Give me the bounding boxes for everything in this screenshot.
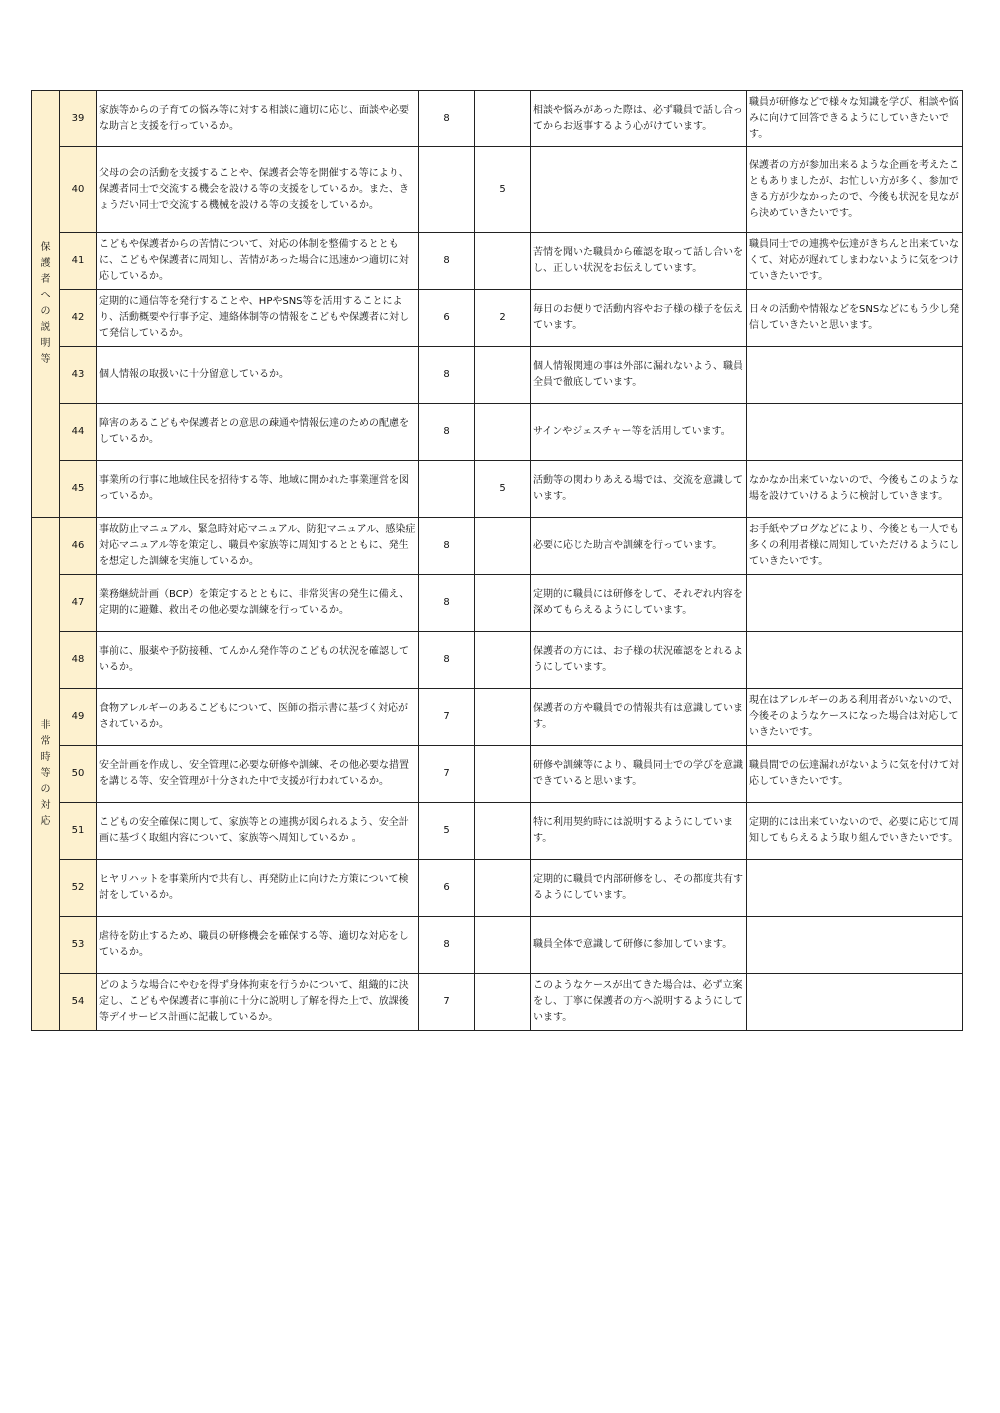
category-cell-explanation: 保 護 者 へ の 説 明 等 xyxy=(32,91,60,518)
item-number: 47 xyxy=(60,575,97,632)
no-count xyxy=(475,575,531,632)
improvement-comment: 職員間での伝達漏れがないように気を付けて対応していきたいです。 xyxy=(747,746,963,803)
table-row xyxy=(32,860,963,917)
question-text: 事業所の行事に地域住民を招待する等、地域に開かれた事業運営を図っているか。 xyxy=(97,461,419,518)
question-text: 事故防止マニュアル、緊急時対応マニュアル、防犯マニュアル、感染症対応マニュアル等を策定し、職員や家族等に周知するとともに、発生を想定した訓練を実施しているか。 xyxy=(97,518,419,575)
strength-comment xyxy=(531,147,747,233)
category-cell-emergency: 非 常 時 等 の 対 応 xyxy=(32,518,60,1031)
strength-comment: 研修や訓練等により、職員同士での学びを意識できていると思います。 xyxy=(531,746,747,803)
item-number: 48 xyxy=(60,632,97,689)
no-count xyxy=(475,91,531,147)
question-text: 父母の会の活動を支援することや、保護者会等を開催する等により、保護者同士で交流する機会を設ける等の支援をしているか。また、きょうだい同士で交流する機械を設ける等の支援をしているか。 xyxy=(97,147,419,233)
improvement-comment: 保護者の方が参加出来るような企画を考えたこともありましたが、お忙しい方が多く、参加できる方が少なかったので、今後も状況を見ながら決めていきたいです。 xyxy=(747,147,963,233)
strength-comment: 個人情報関連の事は外部に漏れないよう、職員全員で徹底しています。 xyxy=(531,347,747,404)
table-row xyxy=(32,233,963,290)
strength-comment: このようなケースが出てきた場合は、必ず立案をし、丁寧に保護者の方へ説明するようにしています。 xyxy=(531,974,747,1031)
yes-count: 7 xyxy=(419,746,475,803)
item-number: 45 xyxy=(60,461,97,518)
question-text: 事前に、服薬や予防接種、てんかん発作等のこどもの状況を確認しているか。 xyxy=(97,632,419,689)
table-row xyxy=(32,290,963,347)
improvement-comment: お手紙やブログなどにより、今後とも一人でも多くの利用者様に周知していただけるようにしていきたいです。 xyxy=(747,518,963,575)
item-number: 52 xyxy=(60,860,97,917)
no-count xyxy=(475,689,531,746)
question-text: 障害のあるこどもや保護者との意思の疎通や情報伝達のための配慮をしているか。 xyxy=(97,404,419,461)
evaluation-table xyxy=(31,90,963,1031)
no-count: 5 xyxy=(475,147,531,233)
improvement-comment: なかなか出来ていないので、今後もこのような場を設けていけるように検討していきます。 xyxy=(747,461,963,518)
item-number: 39 xyxy=(60,91,97,147)
question-text: 安全計画を作成し、安全管理に必要な研修や訓練、その他必要な措置を講じる等、安全管理が十分された中で支援が行われているか。 xyxy=(97,746,419,803)
no-count xyxy=(475,347,531,404)
yes-count: 8 xyxy=(419,347,475,404)
yes-count: 6 xyxy=(419,860,475,917)
table-row xyxy=(32,147,963,233)
no-count xyxy=(475,404,531,461)
item-number: 41 xyxy=(60,233,97,290)
question-text: こどもや保護者からの苦情について、対応の体制を整備するとともに、こどもや保護者に周知し、苦情があった場合に迅速かつ適切に対応しているか。 xyxy=(97,233,419,290)
improvement-comment xyxy=(747,860,963,917)
table-row xyxy=(32,803,963,860)
improvement-comment xyxy=(747,632,963,689)
strength-comment: 苦情を聞いた職員から確認を取って話し合いをし、正しい状況をお伝えしています。 xyxy=(531,233,747,290)
no-count xyxy=(475,860,531,917)
question-text: 食物アレルギーのあるこどもについて、医師の指示書に基づく対応がされているか。 xyxy=(97,689,419,746)
item-number: 51 xyxy=(60,803,97,860)
strength-comment: 活動等の関わりあえる場では、交流を意識しています。 xyxy=(531,461,747,518)
table-row xyxy=(32,917,963,974)
question-text: 個人情報の取扱いに十分留意しているか。 xyxy=(97,347,419,404)
question-text: 業務継続計画（BCP）を策定するとともに、非常災害の発生に備え、定期的に避難、救出その他必要な訓練を行っているか。 xyxy=(97,575,419,632)
strength-comment: 保護者の方や職員での情報共有は意識しています。 xyxy=(531,689,747,746)
table-row xyxy=(32,746,963,803)
item-number: 42 xyxy=(60,290,97,347)
no-count xyxy=(475,518,531,575)
question-text: 虐待を防止するため、職員の研修機会を確保する等、適切な対応をしているか。 xyxy=(97,917,419,974)
item-number: 54 xyxy=(60,974,97,1031)
no-count xyxy=(475,974,531,1031)
improvement-comment: 現在はアレルギーのある利用者がいないので、今後そのようなケースになった場合は対応していきたいです。 xyxy=(747,689,963,746)
no-count xyxy=(475,233,531,290)
question-text: どのような場合にやむを得ず身体拘束を行うかについて、組織的に決定し、こどもや保護者に事前に十分に説明し了解を得た上で、放課後等デイサービス計画に記載しているか。 xyxy=(97,974,419,1031)
yes-count xyxy=(419,461,475,518)
no-count xyxy=(475,746,531,803)
strength-comment: 特に利用契約時には説明するようにしています。 xyxy=(531,803,747,860)
strength-comment: 保護者の方には、お子様の状況確認をとれるようにしています。 xyxy=(531,632,747,689)
no-count xyxy=(475,917,531,974)
improvement-comment: 職員同士での連携や伝達がきちんと出来ていなくて、対応が遅れてしまわないように気をつけていきたいです。 xyxy=(747,233,963,290)
no-count: 5 xyxy=(475,461,531,518)
strength-comment: 定期的に職員には研修をして、それぞれ内容を深めてもらえるようにしています。 xyxy=(531,575,747,632)
item-number: 50 xyxy=(60,746,97,803)
question-text: ヒヤリハットを事業所内で共有し、再発防止に向けた方策について検討をしているか。 xyxy=(97,860,419,917)
item-number: 40 xyxy=(60,147,97,233)
no-count: 2 xyxy=(475,290,531,347)
improvement-comment: 定期的には出来ていないので、必要に応じて周知してもらえるよう取り組んでいきたいです。 xyxy=(747,803,963,860)
strength-comment: サインやジェスチャー等を活用しています。 xyxy=(531,404,747,461)
yes-count: 8 xyxy=(419,632,475,689)
strength-comment: 必要に応じた助言や訓練を行っています。 xyxy=(531,518,747,575)
table-row xyxy=(32,518,963,575)
improvement-comment xyxy=(747,974,963,1031)
yes-count: 6 xyxy=(419,290,475,347)
strength-comment: 相談や悩みがあった際は、必ず職員で話し合ってからお返事するよう心がけています。 xyxy=(531,91,747,147)
yes-count: 8 xyxy=(419,518,475,575)
strength-comment: 職員全体で意識して研修に参加しています。 xyxy=(531,917,747,974)
improvement-comment xyxy=(747,575,963,632)
strength-comment: 毎日のお便りで活動内容やお子様の様子を伝えています。 xyxy=(531,290,747,347)
improvement-comment xyxy=(747,917,963,974)
item-number: 43 xyxy=(60,347,97,404)
yes-count: 8 xyxy=(419,91,475,147)
table-row xyxy=(32,575,963,632)
improvement-comment: 日々の活動や情報などをSNSなどにもう少し発信していきたいと思います。 xyxy=(747,290,963,347)
item-number: 49 xyxy=(60,689,97,746)
yes-count: 8 xyxy=(419,233,475,290)
yes-count: 8 xyxy=(419,575,475,632)
yes-count: 7 xyxy=(419,974,475,1031)
question-text: 家族等からの子育ての悩み等に対する相談に適切に応じ、面談や必要な助言と支援を行っているか。 xyxy=(97,91,419,147)
yes-count: 8 xyxy=(419,404,475,461)
improvement-comment xyxy=(747,347,963,404)
strength-comment: 定期的に職員で内部研修をし、その都度共有するようにしています。 xyxy=(531,860,747,917)
question-text: 定期的に通信等を発行することや、HPやSNS等を活用することにより、活動概要や行事予定、連絡体制等の情報をこどもや保護者に対して発信しているか。 xyxy=(97,290,419,347)
improvement-comment xyxy=(747,404,963,461)
item-number: 46 xyxy=(60,518,97,575)
item-number: 53 xyxy=(60,917,97,974)
table-row xyxy=(32,461,963,518)
no-count xyxy=(475,632,531,689)
yes-count: 7 xyxy=(419,689,475,746)
evaluation-table-body xyxy=(32,91,963,1031)
table-row xyxy=(32,91,963,147)
yes-count: 5 xyxy=(419,803,475,860)
table-row xyxy=(32,689,963,746)
item-number: 44 xyxy=(60,404,97,461)
improvement-comment: 職員が研修などで様々な知識を学び、相談や悩みに向けて回答できるようにしていきたいです。 xyxy=(747,91,963,147)
no-count xyxy=(475,803,531,860)
yes-count xyxy=(419,147,475,233)
yes-count: 8 xyxy=(419,917,475,974)
question-text: こどもの安全確保に関して、家族等との連携が図られるよう、安全計画に基づく取組内容について、家族等へ周知しているか 。 xyxy=(97,803,419,860)
table-row xyxy=(32,404,963,461)
table-row xyxy=(32,632,963,689)
table-row xyxy=(32,974,963,1031)
table-row xyxy=(32,347,963,404)
